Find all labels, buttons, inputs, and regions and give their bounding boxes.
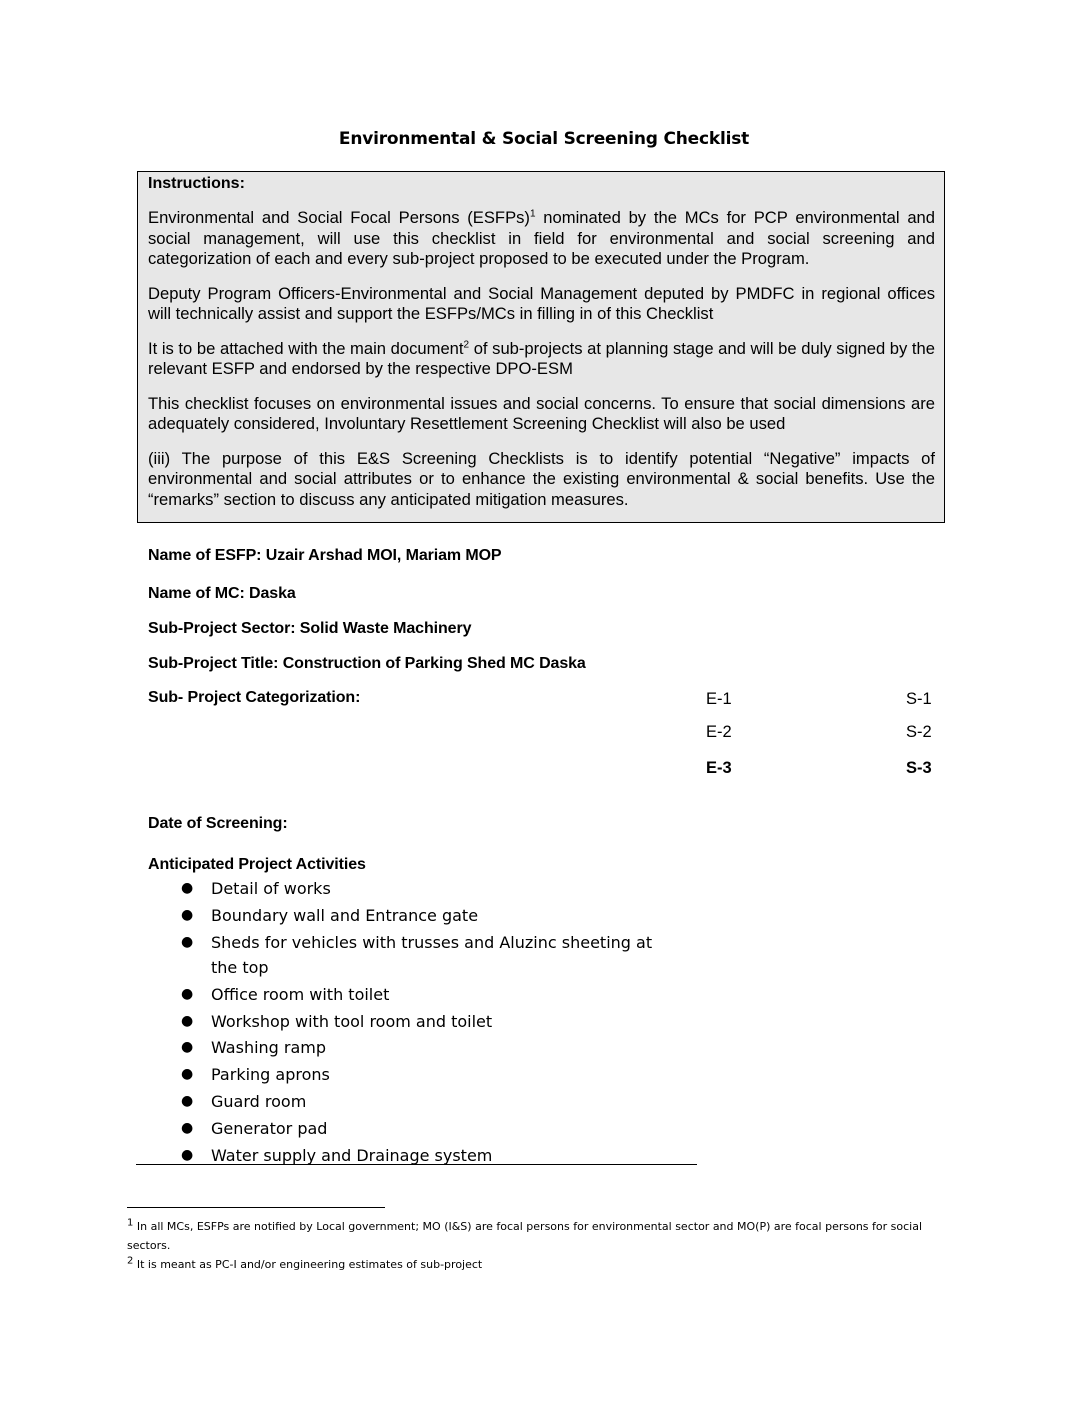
activity-text: Detail of works (211, 879, 331, 898)
section-divider (136, 1164, 697, 1165)
list-item (181, 1009, 681, 1034)
instructions-paragraph-4: This checklist focuses on environmental issues and social concerns. To ensure that social dimensions are adequately considered, Involuntary Resettlement Screening Checklist will also be used (148, 393, 935, 433)
instructions-paragraph-2: Deputy Program Officers-Environmental and Social Management deputed by PMDFC in regional offices will technically assist and support the ESFPs/MCs in filling in of this Checklist (148, 283, 935, 323)
document-title: Environmental & Social Screening Checklist (338, 129, 750, 149)
list-item (181, 1035, 681, 1060)
instructions-paragraph-1 (148, 208, 935, 270)
list-item (181, 1116, 681, 1141)
activity-text: Workshop with tool room and toilet (211, 1011, 493, 1031)
instructions-p3-text-a: It is to be attached with the main document (148, 338, 464, 358)
list-item (181, 903, 681, 928)
sub-project-sector-field: Sub-Project Sector: Solid Waste Machinery (148, 620, 472, 637)
bullet-icon: ● (181, 1066, 194, 1083)
bullet-icon: ● (181, 985, 194, 1002)
category-e2: E-2 (706, 723, 732, 741)
list-item (181, 930, 681, 980)
sub-project-categorization-label: Sub- Project Categorization: (148, 689, 361, 706)
date-of-screening-field: Date of Screening: (148, 815, 288, 832)
bullet-icon: ● (181, 1120, 194, 1137)
footnote-1-text: In all MCs, ESFPs are notified by Local government; MO (I&S) are focal persons for environmental sector and MO(P) are focal persons for social sectors. (127, 1220, 923, 1252)
footnote-2-text: It is meant as PC-I and/or engineering estimates of sub-project (133, 1258, 483, 1271)
list-item (181, 982, 681, 1007)
instructions-box (137, 171, 945, 523)
activity-text: Guard room (211, 1092, 307, 1112)
footnote-ref-1: 1 (529, 208, 536, 220)
activity-text: Sheds for vehicles with trusses and Aluzinc sheeting at the top (211, 932, 653, 977)
instructions-paragraph-3 (148, 339, 935, 380)
instructions-paragraph-5: (iii) The purpose of this E&S Screening Checklists is to identify potential “Negative” impacts of environmental and social attributes or to enhance the existing environmental & social benefits. Use the “remarks” section to discuss any anticipated mitigation measures. (148, 448, 935, 509)
list-item (181, 1089, 681, 1114)
activity-text: Boundary wall and Entrance gate (211, 905, 479, 925)
category-s1: S-1 (906, 690, 932, 708)
bullet-icon: ● (181, 906, 194, 923)
bullet-icon: ● (181, 1012, 194, 1029)
activity-text: Washing ramp (211, 1038, 327, 1058)
category-s3: S-3 (906, 759, 932, 777)
esfp-name-field: Name of ESFP: Uzair Arshad MOI, Mariam MOP (148, 547, 502, 564)
instructions-p1-text-a: Environmental and Social Focal Persons (ESFPs) (148, 208, 530, 227)
instructions-heading: Instructions: (148, 175, 245, 192)
category-s2: S-2 (906, 723, 932, 741)
footnote-ref-2: 2 (463, 338, 470, 350)
bullet-icon: ● (181, 1093, 194, 1110)
list-item (181, 876, 681, 901)
instructions-p1-text-b: nominated by the MCs for PCP environmental and social management, will use this checklist in field for environmental and social screening and categorization of each and every sub-project proposed to be executed under the Program. (148, 208, 936, 268)
activity-text: Generator pad (211, 1119, 328, 1139)
footnote-1-mark: 1 (127, 1217, 134, 1229)
activity-text: Water supply and Drainage system (211, 1146, 493, 1166)
mc-name-field: Name of MC: Daska (148, 585, 296, 602)
list-item (181, 1062, 681, 1087)
instructions-p3-text-b: of sub-projects at planning stage and will be duly signed by the relevant ESFP and endorsed by the respective DPO-ESM (148, 338, 935, 378)
category-e3: E-3 (706, 759, 732, 777)
footnote-2-mark: 2 (127, 1255, 134, 1267)
activity-text: Office room with toilet (211, 984, 390, 1004)
sub-project-title-field: Sub-Project Title: Construction of Parking Shed MC Daska (148, 655, 586, 672)
activities-list (181, 876, 681, 1170)
activity-text: Parking aprons (211, 1065, 330, 1085)
bullet-icon: ● (181, 933, 194, 950)
activities-heading: Anticipated Project Activities (148, 856, 366, 873)
bullet-icon: ● (181, 880, 194, 896)
footnotes (127, 1217, 947, 1274)
footnote-1 (127, 1217, 947, 1255)
bullet-icon: ● (181, 1039, 194, 1056)
footnote-2 (127, 1255, 947, 1274)
footnote-separator (127, 1207, 385, 1208)
bullet-icon: ● (181, 1147, 194, 1164)
category-e1: E-1 (706, 690, 732, 708)
